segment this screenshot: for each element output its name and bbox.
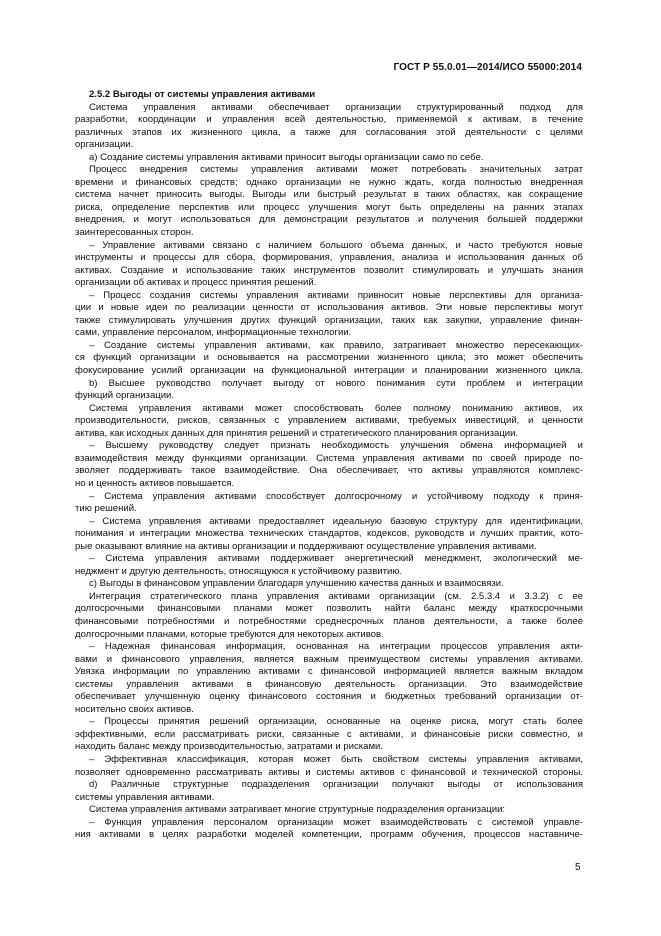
text-line: – Процесс создания системы управления активами привносит новые перспективы для организа- — [89, 289, 583, 301]
text-line: системы управления активами в финансовую деятельность организации. Это взаимодействие — [75, 678, 583, 690]
text-line: ся функций организации и основывается на рассмотрении жизненного цикла; это может обеспечить — [75, 352, 583, 364]
text-line: финансовыми потребностями и потребностями среднесрочных планов деятельности, а также более — [75, 615, 583, 627]
text-line: разработки, координации и управления всей деятельностью, применяемой к активам, в течение — [75, 114, 583, 126]
text-line: активах. Создание и использование таких инструментов позволит стимулировать и улучшать знания — [75, 264, 583, 276]
text-line: функций организации. — [75, 390, 175, 402]
text-line: Процесс внедрения системы управления активами может потребовать значительных затрат — [89, 164, 583, 176]
text-line: находить баланс между производительностью, затратами и рисками. — [75, 741, 383, 753]
text-line: сами, управление персоналом, информационные технологии. — [75, 327, 352, 339]
text-line: d) Различные структурные подразделения организации получают выгоды от использования — [89, 779, 583, 791]
text-line: долгосрочными финансовыми планами может позволить найти баланс между краткосрочными — [75, 603, 583, 615]
text-line: – Эффективная классификация, которая может быть свойством системы управления активами, — [89, 753, 583, 765]
text-line: производительности, рисков, связанных с управлением активами, требуемых инвестиций, и ценности — [75, 415, 583, 427]
text-line: фокусирование усилий организации на функциональной интеграции и планировании жизненного цикла. — [75, 365, 583, 377]
text-line: с) Выгоды в финансовом управлении благодаря улучшению качества данных и взаимосвязи. — [89, 578, 504, 590]
text-line: система начнет приносить выгоды. Выгоды или быстрый результат в таких областях, как сокращение — [75, 189, 583, 201]
text-line: тию решений. — [75, 503, 137, 515]
text-line: ния активами в целях разработки моделей компетенции, программ обучения, процессов наставниче- — [75, 829, 583, 841]
text-line: внедрения, и могут использоваться для демонстрации результатов и получения большей поддержки — [75, 214, 583, 226]
text-line: Система управления активами может способствовать более полному пониманию активов, их — [89, 402, 583, 414]
text-line: – Система управления активами поддерживает энергетический менеджмент, экологический ме- — [89, 553, 583, 565]
text-line: инструменты и процессы для сбора, формирования, управления, анализа и использования данных об — [75, 252, 583, 264]
text-line: – Процессы принятия решений организации, основанные на оценке риска, могут стать более — [89, 716, 583, 728]
text-line: – Система управления активами способствует долгосрочному и устойчивому подходу к приня- — [89, 490, 583, 502]
text-line: долгосрочными планами, которые требуются для некоторых активов. — [75, 628, 384, 640]
text-line: рые оказывают влияние на активы организации и поддерживают осуществление управления активами. — [75, 540, 537, 552]
text-line: – Управление активами связано с наличием большого объема данных, и часто требуются новые — [89, 239, 583, 251]
text-line: также стимулировать улучшения других функций организации, таких как закупки, управление финан- — [75, 314, 583, 326]
section-title: 2.5.2 Выгоды от системы управления активами — [89, 89, 316, 100]
text-line: организации. — [75, 139, 134, 151]
page-number: 5 — [575, 862, 581, 873]
text-line: Система управления активами затрагивает многие структурные подразделения организации: — [89, 804, 506, 816]
text-line: времени и финансовых средств; однако организации не нужно ждать, когда полностью внедренная — [75, 176, 583, 188]
standard-header: ГОСТ Р 55.0.01—2014/ИСО 55000:2014 — [393, 62, 582, 73]
text-line: – Система управления активами предоставляет идеальную базовую структуру для идентификации, — [89, 515, 583, 527]
text-line: но и ценность активов повышается. — [75, 477, 235, 489]
text-line: b) Высшее руководство получает выгоду от нового понимания сути проблем и интеграции — [89, 377, 583, 389]
document-body — [75, 89, 583, 842]
text-line: актива, как исходных данных для принятия решений и стратегического планирования организации. — [75, 427, 519, 439]
text-line: зволяет поддерживать такое взаимодействие. Она обеспечивает, что активы управляются комплекс- — [75, 465, 583, 477]
text-line: заинтересованных сторон. — [75, 227, 194, 239]
text-line: понимания и интеграции множества технических стандартов, кодексов, руководств и лучших практик, кото- — [75, 528, 583, 540]
text-line: обеспечивает улучшенную оценку финансового состояния и бюджетных требований организации от- — [75, 691, 583, 703]
text-line: Интеграция стратегического плана управления активами организации (см. 2.5.3.4 и 3.3.2) с ее — [89, 590, 583, 602]
text-line: носительно своих активов. — [75, 703, 194, 715]
text-line: организации об активах и процесс принятия решений. — [75, 277, 317, 289]
text-line: неджмент и другую деятельность, относящуюся к устойчивому развитию. — [75, 565, 403, 577]
text-line: а) Создание системы управления активами приносит выгоды организации само по себе. — [89, 151, 484, 163]
text-line: – Надежная финансовая информация, основанная на интеграции процессов управления акти- — [89, 641, 583, 653]
text-line: – Создание системы управления активами, как правило, затрагивает множество пересекающих- — [89, 339, 583, 351]
text-line: риска, определение перспектив или процесс улучшения могут быть определены на ранних этапах — [75, 201, 583, 213]
text-line: Система управления активами обеспечивает организации структурированный подход для — [89, 101, 583, 113]
text-line: ции и новые идеи по реализации ценности от использования активов. Эти новые перспективы могут — [75, 302, 583, 314]
body-text — [75, 102, 583, 842]
text-line: – Функция управления персоналом организации может взаимодействовать с системой управле- — [89, 816, 583, 828]
text-line: различных этапов их жизненного цикла, а также для согласования этой деятельности с целями — [75, 126, 583, 138]
text-line: позволяет одновременно рассматривать активы и системы активов с финансовой и технической стороны. — [75, 766, 583, 778]
text-line: взаимодействия между функциями организации. Система управления активами по своей природе по- — [75, 452, 583, 464]
text-line: эффективными, если рассматривать риски, связанные с активами, и финансовые риски совместно, и — [75, 728, 583, 740]
text-line: вами и финансового управления, является важным преимуществом системы управления активами. — [75, 653, 583, 665]
text-line: системы управления активами. — [75, 791, 215, 803]
text-line: – Высшему руководству следует признать необходимость улучшения обмена информацией и — [89, 440, 583, 452]
text-line: Увязка информации по управлению активами с финансовой информацией является важным вкладом — [75, 666, 583, 678]
